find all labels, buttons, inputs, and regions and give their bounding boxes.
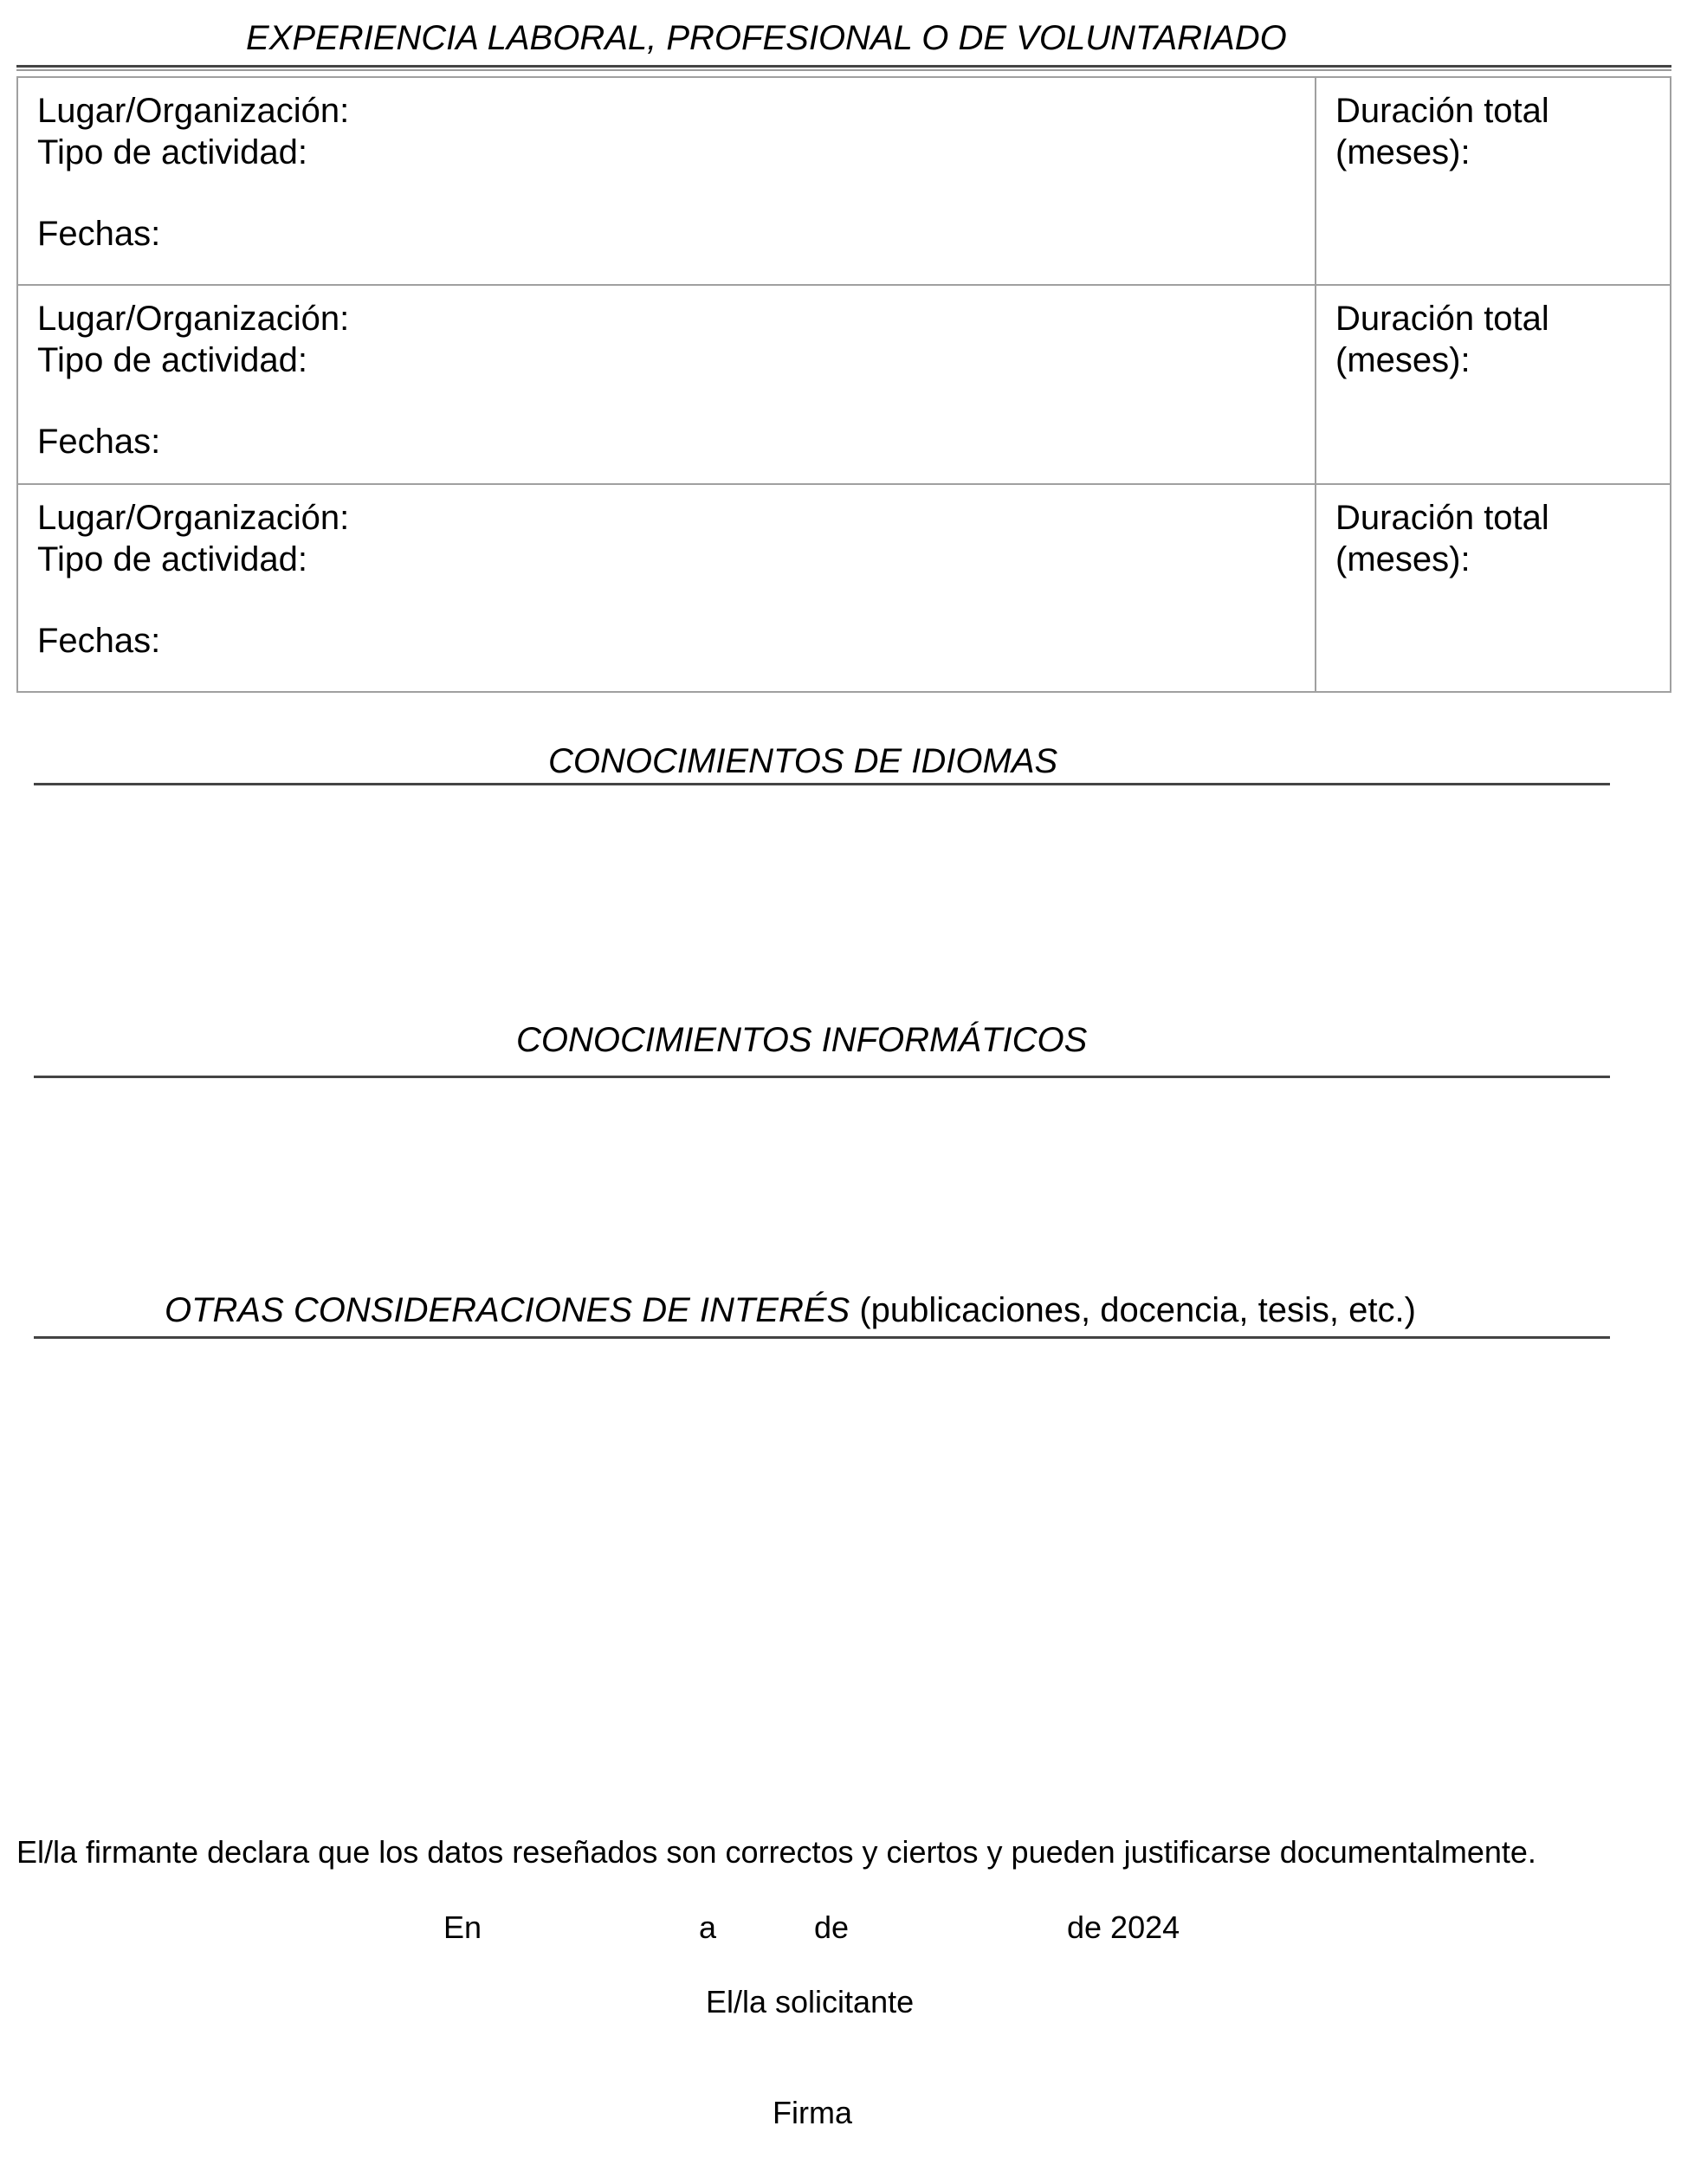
day-prefix-label: a bbox=[699, 1909, 717, 1945]
duration-unit-label: (meses): bbox=[1335, 341, 1471, 379]
activity-label: Tipo de actividad: bbox=[37, 341, 308, 379]
experience-row bbox=[17, 77, 1671, 285]
duration-label: Duración total bbox=[1335, 92, 1549, 130]
dates-label: Fechas: bbox=[37, 215, 161, 253]
other-heading-title: OTRAS CONSIDERACIONES DE INTERÉS bbox=[165, 1291, 850, 1329]
experience-heading-rule-lower bbox=[16, 69, 1671, 71]
month-prefix-label: de bbox=[814, 1909, 850, 1945]
duration-unit-label: (meses): bbox=[1335, 133, 1471, 171]
other-content-area[interactable] bbox=[34, 1341, 1610, 1809]
dates-label: Fechas: bbox=[37, 622, 161, 660]
experience-heading-rule bbox=[16, 65, 1671, 68]
month-field[interactable] bbox=[862, 1905, 1061, 1947]
experience-table bbox=[16, 76, 1671, 693]
experience-duration-cell[interactable] bbox=[1316, 484, 1671, 692]
activity-label: Tipo de actividad: bbox=[37, 133, 308, 171]
computing-content-area[interactable] bbox=[34, 1081, 1610, 1289]
languages-heading: CONOCIMIENTOS DE IDIOMAS bbox=[548, 742, 1058, 780]
experience-duration-cell[interactable] bbox=[1316, 77, 1671, 285]
place-label: Lugar/Organización: bbox=[37, 92, 350, 130]
year-label: de 2024 bbox=[1067, 1909, 1180, 1945]
computing-heading-rule bbox=[34, 1076, 1610, 1078]
other-heading-note: (publicaciones, docencia, tesis, etc.) bbox=[850, 1291, 1416, 1329]
languages-heading-rule bbox=[34, 783, 1610, 785]
experience-row bbox=[17, 285, 1671, 484]
experience-row bbox=[17, 484, 1671, 692]
duration-label: Duración total bbox=[1335, 300, 1549, 338]
other-heading-rule bbox=[34, 1336, 1610, 1339]
computing-heading: CONOCIMIENTOS INFORMÁTICOS bbox=[516, 1021, 1088, 1059]
experience-heading: EXPERIENCIA LABORAL, PROFESIONAL O DE VOLUNTARIADO bbox=[246, 19, 1287, 57]
other-heading bbox=[165, 1289, 1416, 1331]
dates-label: Fechas: bbox=[37, 423, 161, 461]
place-label: Lugar/Organización: bbox=[37, 499, 350, 537]
declaration-text: El/la firmante declara que los datos reseñados son correctos y ciertos y pueden justificarse documentalmente. bbox=[16, 1834, 1536, 1870]
place-label: Lugar/Organización: bbox=[37, 300, 350, 338]
signature-label: Firma bbox=[773, 2095, 852, 2130]
experience-details-cell[interactable] bbox=[17, 484, 1316, 692]
applicant-label: El/la solicitante bbox=[706, 1984, 915, 2019]
place-prefix-label: En bbox=[443, 1909, 482, 1945]
duration-label: Duración total bbox=[1335, 499, 1549, 537]
duration-unit-label: (meses): bbox=[1335, 540, 1471, 578]
languages-content-area[interactable] bbox=[34, 788, 1610, 1013]
activity-label: Tipo de actividad: bbox=[37, 540, 308, 578]
signature-field[interactable] bbox=[606, 2035, 1039, 2092]
day-field[interactable] bbox=[727, 1905, 805, 1947]
experience-details-cell[interactable] bbox=[17, 285, 1316, 484]
experience-details-cell[interactable] bbox=[17, 77, 1316, 285]
place-field[interactable] bbox=[492, 1905, 691, 1947]
experience-duration-cell[interactable] bbox=[1316, 285, 1671, 484]
